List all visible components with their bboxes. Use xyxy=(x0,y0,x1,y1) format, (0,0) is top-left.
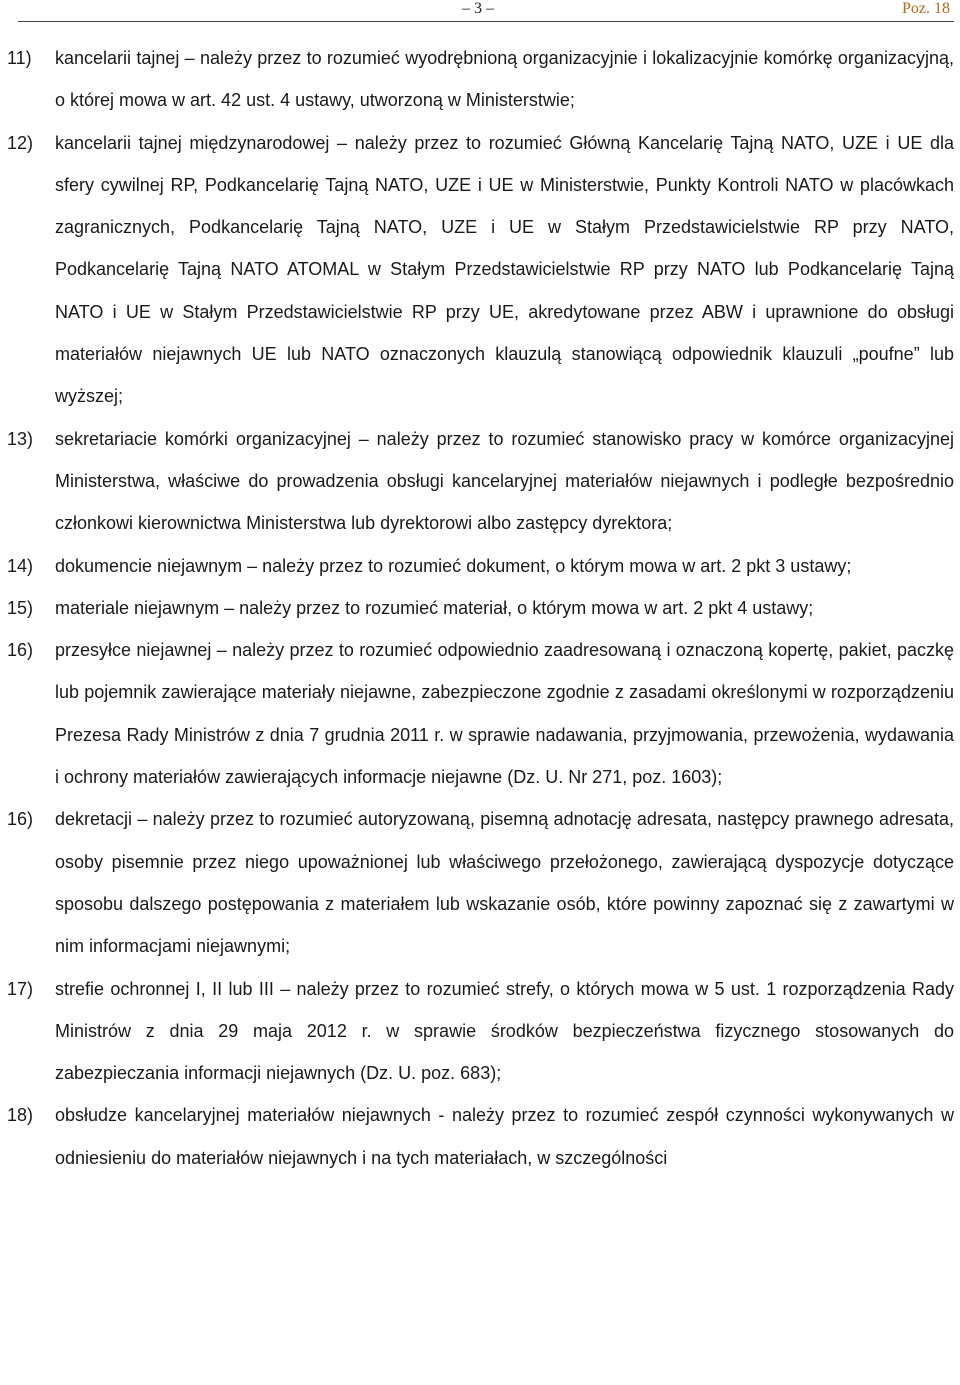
list-item xyxy=(0,587,960,629)
item-text: materiale niejawnym – należy przez to rozumieć materiał, o którym mowa w art. 2 pkt 4 ustawy; xyxy=(55,597,814,618)
item-text: obsłudze kancelaryjnej materiałów niejawnych - należy przez to rozumieć zespół czynności wykonywanych w odniesieniu do materiałów niejawnych i na tych materiałach, w szczególności xyxy=(55,1105,954,1168)
definitions-list xyxy=(0,37,960,1179)
list-item xyxy=(0,629,960,798)
list-item xyxy=(0,1094,960,1179)
page-header xyxy=(0,0,960,26)
list-item xyxy=(0,968,960,1095)
item-text: dokumencie niejawnym – należy przez to rozumieć dokument, o którym mowa w art. 2 pkt 3 ustawy; xyxy=(55,555,852,576)
list-item xyxy=(0,418,960,545)
list-item xyxy=(0,37,960,122)
item-text: przesyłce niejawnej – należy przez to rozumieć odpowiednio zaadresowaną i oznaczoną kopertę, pakiet, paczkę lub pojemnik zawierające materiały niejawne, zabezpieczone zgodnie z zasadami określonymi w rozporządzeniu Prezesa Rady Ministrów z dnia 7 grudnia 2011 r. w sprawie nadawania, przyjmowania, przewożenia, wydawania i ochrony materiałów zawierających informacje niejawne (Dz. U. Nr 271, poz. 1603); xyxy=(55,640,954,788)
list-item xyxy=(0,545,960,587)
item-number: 16) xyxy=(7,809,34,830)
item-number: 16) xyxy=(7,640,34,661)
item-text: kancelarii tajnej międzynarodowej – należy przez to rozumieć Główną Kancelarię Tajną NATO, UZE i UE dla sfery cywilnej RP, Podkancelarię Tajną NATO, UZE i UE w Ministerstwie, Punkty Kontroli NATO w placówkach zagranicznych, Podkancelarię Tajną NATO, UZE i UE w Stałym Przedstawicielstwie RP przy NATO, Podkancelarię Tajną NATO ATOMAL w Stałym Przedstawicielstwie RP przy NATO lub Podkancelarię Tajną NATO i UE w Stałym Przedstawicielstwie RP przy UE, akredytowane przez ABW i uprawnione do obsługi materiałów niejawnych UE lub NATO oznaczonych klauzulą stanowiącą odpowiednik klauzuli „poufne” lub wyższej; xyxy=(55,132,954,407)
item-number: 12) xyxy=(7,132,34,153)
item-number: 18) xyxy=(7,1105,34,1126)
item-number: 14) xyxy=(7,555,34,576)
item-text: dekretacji – należy przez to rozumieć autoryzowaną, pisemną adnotację adresata, następcy prawnego adresata, osoby pisemnie przez niego upoważnionej lub właściwego przełożonego, zawierającą dyspozycje dotyczące sposobu dalszego postępowania z materiałem lub wskazanie osób, które powinny zapoznać się z zawartymi w nim informacjami niejawnymi; xyxy=(55,809,954,957)
page-number: – 3 – xyxy=(462,0,494,17)
header-divider xyxy=(18,21,954,22)
item-number: 11) xyxy=(7,48,32,68)
item-text: sekretariacie komórki organizacyjnej – należy przez to rozumieć stanowisko pracy w komórce organizacyjnej Ministerstwa, właściwe do prowadzenia obsługi kancelaryjnej materiałów niejawnych i podległe bezpośrednio członkowi kierownictwa Ministerstwa lub dyrektorowi albo zastępcy dyrektora; xyxy=(55,428,954,534)
position-label: Poz. 18 xyxy=(902,0,950,17)
item-number: 17) xyxy=(7,978,34,999)
list-item xyxy=(0,798,960,967)
list-item xyxy=(0,122,960,418)
item-number: 15) xyxy=(7,597,34,618)
item-number: 13) xyxy=(7,428,34,449)
item-text: strefie ochronnej I, II lub III – należy przez to rozumieć strefy, o których mowa w 5 ust. 1 rozporządzenia Rady Ministrów z dnia 29 maja 2012 r. w sprawie środków bezpieczeństwa fizycznego stosowanych do zabezpieczania informacji niejawnych (Dz. U. poz. 683); xyxy=(55,978,954,1084)
item-text: kancelarii tajnej – należy przez to rozumieć wyodrębnioną organizacyjnie i lokalizacyjnie komórkę organizacyjną, o której mowa w art. 42 ust. 4 ustawy, utworzoną w Ministerstwie; xyxy=(55,48,954,111)
